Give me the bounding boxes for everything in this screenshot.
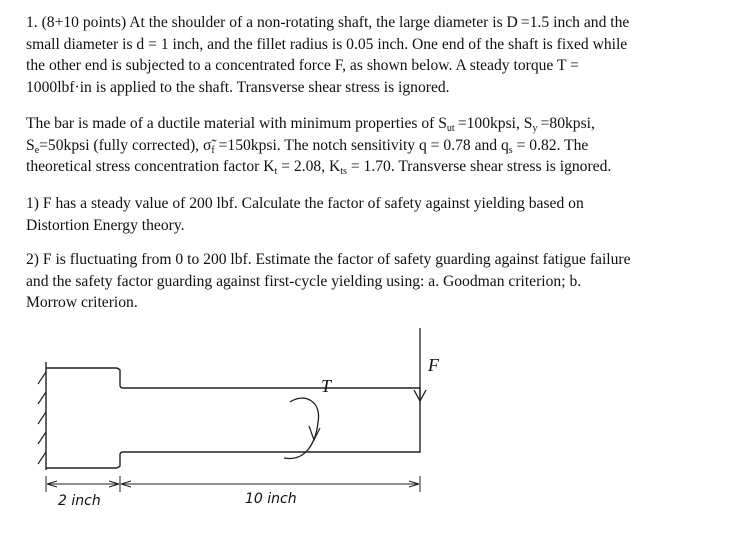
problem-line-4: 1000lbf·in is applied to the shaft. Transverse shear stress is ignored.: [26, 78, 450, 96]
torque-arrowhead-icon: [309, 426, 320, 440]
question-1-line-2: Distortion Energy theory.: [26, 216, 185, 234]
shaft-outline: [46, 368, 420, 468]
force-label: F: [428, 355, 439, 375]
problem-line-3: the other end is subjected to a concentrated force F, as shown below. A steady torque T =: [26, 57, 579, 74]
question-2-line-3: Morrow criterion.: [26, 294, 138, 311]
torque-label: T: [321, 376, 332, 396]
dim-label-short: 2 inch: [58, 493, 101, 509]
wall-hatch: [38, 392, 46, 404]
material-line-1: The bar is made of a ductile material with minimum properties of $S_{ut}$ =100kpsi, $S_y$ =80kpsi,: [26, 115, 595, 134]
wall-hatch: [38, 412, 46, 424]
wall-hatch: [38, 372, 46, 384]
problem-line-1: 1. (8+10 points) At the shoulder of a non-rotating shaft, the large diameter is D =1.5 inch and the: [26, 14, 630, 31]
question-2-line-2: and the safety factor guarding against first-cycle yielding using: a. Goodman criterion; b.: [26, 272, 582, 290]
material-line-2: $S_e=50kpsi$ (fully corrected), $\sigmã_f$ =150kpsi. The notch sensitivity q = 0.78 and $q_s = 0.82$. The: [26, 136, 589, 156]
dimension-lines: [46, 476, 420, 492]
question-2-line-1: 2) F is fluctuating from 0 to 200 lbf. Estimate the factor of safety guarding against fatigue failure: [26, 251, 631, 268]
problem-line-2: small diameter is d = 1 inch, and the fillet radius is 0.05 inch. One end of the shaft is fixed while: [26, 35, 628, 53]
material-line-3: theoretical stress concentration factor $K_t = 2.08$, $K_{ts} = 1.70$. Transverse shear stress is ignored.: [26, 158, 612, 177]
dim-label-long: 10 inch: [245, 491, 297, 507]
fixed-wall: [38, 362, 46, 470]
torque-arrow-icon: [284, 398, 319, 458]
wall-hatch: [38, 452, 46, 464]
question-1-line-1: 1) F has a steady value of 200 lbf. Calculate the factor of safety against yielding based on: [26, 195, 584, 212]
wall-hatch: [38, 432, 46, 444]
